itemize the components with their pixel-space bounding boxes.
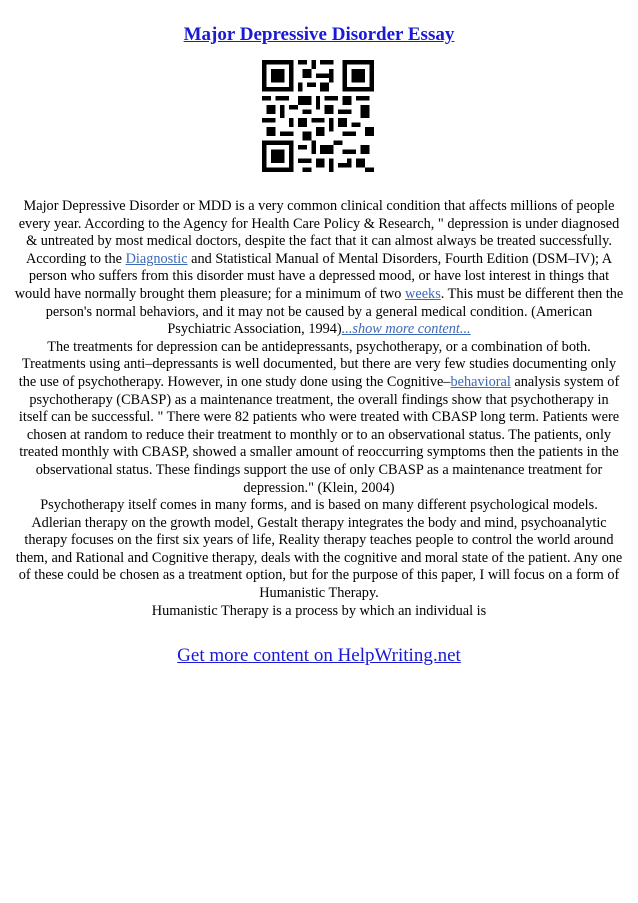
weeks-link[interactable]: weeks [405,285,441,302]
get-more-content-link[interactable]: Get more content on HelpWriting.net [177,645,461,666]
cta-container [0,644,638,668]
diagnostic-link[interactable]: Diagnostic [125,250,188,267]
paragraph-diagnostic-pre: According to the [25,250,126,267]
paragraph-diagnostic-mid: and Statistical Manual of Mental Disorders, Fourth Edition (DSM–IV); A person who suffers from this disorder must have a depressed mood, or have lost interest in things that would have normally brought them pleasure; for a minimum of two [14,250,613,302]
paragraph-treatments-pre: The treatments for depression can be antidepressants, psychotherapy, or a combination of both. Treatments using anti–depressants is well documented, but there are very few studies documenting only the use of psychotherapy. However, in one study done using the Cognitive– [18,338,617,390]
document-title-link[interactable]: Major Depressive Disorder Essay [183,24,455,45]
behavioral-link[interactable]: behavioral [450,373,511,390]
paragraph-humanistic: Humanistic Therapy is a process by which an individual is [151,602,487,619]
document-title-container [0,22,638,48]
qr-code-icon [262,60,374,172]
essay-body [14,198,624,620]
paragraph-treatments [14,339,624,497]
paragraph-diagnostic [14,251,624,339]
paragraph-diagnostic-post: . This must be different then the person's normal behaviors, and it may not be caused by a general medical condition. (American Psychiatric Association, 1994) [45,285,624,338]
paragraph-psychotherapy: Psychotherapy itself comes in many forms, and is based on many different psychological models. Adlerian therapy on the growth model, Gestalt therapy integrates the body and mind, psychoanalytic therapy focuses on the first six years of life, Reality therapy teaches people to control the world around them, and Rational and Cognitive therapy, deals with the cognitive and moral state of the patient. Any one of these could be chosen as a treatment option, but for the purpose of this paper, I will focus on a form of Humanistic Therapy. [15,497,623,602]
paragraph-intro: Major Depressive Disorder or MDD is a very common clinical condition that affects millions of people every year. According to the Agency for Health Care Policy & Research, " depression is under diagnosed & untreated by most medical doctors, despite the fact that it can almost always be treated successfully. [18,198,620,250]
paragraph-treatments-post: analysis system of psychotherapy (CBASP) as a maintenance treatment, the overall findings show that psychotherapy in itself can be successful. " There were 82 patients who were treated with CBASP long term. Patients were chosen at random to reduce their treatment to monthly or to an observational status. The patients, only treated monthly with CBASP, showed a smaller amount of reoccurring symptoms then the patients in the observational status. These findings support the use of only CBASP as a maintenance treatment for depression." (Klein, 2004) [18,373,620,496]
show-more-link[interactable]: ...show more content... [341,321,471,338]
